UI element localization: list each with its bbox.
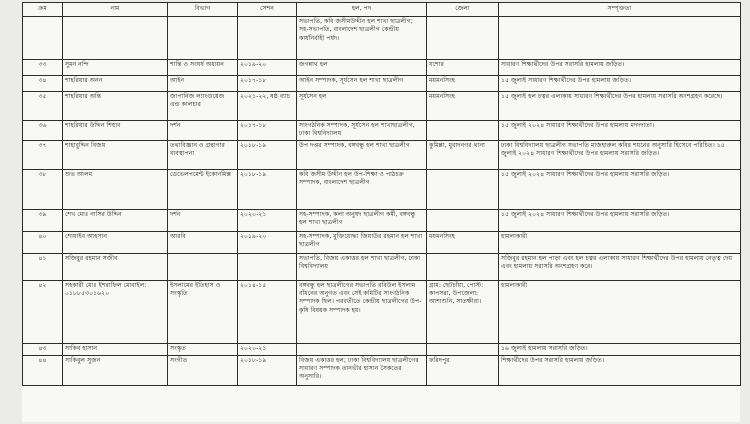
cell-serial: ৩৩: [23, 60, 63, 76]
cell-department: শান্তি ও সংঘর্ষ অধ্যয়ন: [168, 60, 238, 76]
cell-involvement: ১৬ জুলাই হামলায় সরাসরি জড়িত।: [499, 343, 741, 355]
cell-involvement: সজিবুর রহমান হল পাড়া এবং হল চত্বর এলাকায় সাধারণ শিক্ষার্থীদের উপর হামলায় নেতৃত্ব দেয় এবং হামলায় সরাসরি অংশগ্রহণ করে।: [499, 253, 741, 280]
cell-serial: ৪১: [23, 253, 63, 280]
header-row: [23, 3, 741, 17]
cell-hall-post: উপ দপ্তর সম্পাদক, বঙ্গবন্ধু হল শাখা ছাত্রলীগ: [297, 140, 427, 169]
cell-department: [168, 17, 238, 60]
cell-district: ময়মনসিংহ: [427, 231, 499, 253]
cell-session: ২০১৮-১৯: [238, 169, 297, 209]
cell-session: ২০১৯-২০: [238, 231, 297, 253]
cell-hall-post: কবি জসীম উদ্দীন হল উপ-শিক্ষা ও পাঠচক্র সম্পাদক, বাংলাদেশ ছাত্রলীগ: [297, 169, 427, 209]
table-row: [23, 253, 741, 280]
cell-serial: ৩৮: [23, 169, 63, 209]
cell-hall-post: জগন্নাথ হল: [297, 60, 427, 76]
cell-district: ফরিদপুর: [427, 355, 499, 385]
cell-name: শুভ আলম: [63, 169, 168, 209]
header-serial: ক্রম: [23, 3, 63, 17]
cell-session: ২০১৪-১৫: [238, 280, 297, 343]
cell-serial: ৩৫: [23, 92, 63, 121]
cell-hall-post: আইন সম্পাদক, সূর্যসেন হল শাখা ছাত্রলীগ: [297, 76, 427, 92]
cell-district: [427, 253, 499, 280]
cell-district: যশোর: [427, 60, 499, 76]
cell-district: [427, 343, 499, 355]
table-row: [23, 231, 741, 253]
cell-district: ময়মনসিংহ: [427, 92, 499, 121]
cell-session: ২০১৭-১৮: [238, 76, 297, 92]
cell-involvement: শিক্ষার্থীদের উপর সরাসরি হামলায় জড়িত।: [499, 355, 741, 385]
cell-serial: ৪৪: [23, 355, 63, 385]
cell-involvement: ঢাকা বিশ্ববিদ্যালয় ছাত্রলীগ সভাপতি মাজহারুল কবির শয়নের অনুসারি হিসেবে পরিচিত। ১৫ জুলাই ২০২৪ সাধারণ শিক্ষার্থীদের উপর হামলায় সরাসরি জড়িত।: [499, 140, 741, 169]
cell-serial: ৩৪: [23, 76, 63, 92]
cell-name: সুমন নন্দি: [63, 60, 168, 76]
cell-involvement: ১৫ জুলাই ২০২৪ সাধারণ শিক্ষার্থীদের উপর হামলায় মদদদাতা।: [499, 121, 741, 141]
cell-involvement: ১৫ জুলাই হল চত্বর এলাকায় সাধারণ শিক্ষার্থীদের উপর হামলায় সরাসরি অংশগ্রহণ করেছে।: [499, 92, 741, 121]
table-row: [23, 60, 741, 76]
cell-involvement: হামলাকারী: [499, 280, 741, 343]
cell-district: কুমিল্লা, মুরাদনগর থানা: [427, 140, 499, 169]
cell-department: ডেভেলপমেন্ট ইকোনমিক্স: [168, 169, 238, 209]
table-row: [23, 169, 741, 209]
cell-district: [427, 169, 499, 209]
table-row: [23, 92, 741, 121]
cell-hall-post: সহ-সম্পাদক, কলা অনুষদ ছাত্রলীগ কর্মী, বঙ্গবন্ধু হল শাখা ছাত্রলীগ: [297, 209, 427, 231]
table-row: [23, 280, 741, 343]
cell-involvement: [499, 17, 741, 60]
cell-hall-post: সভাপতি, বিজয় একাত্তর হল শাখা ছাত্রলীগ, ঢাকা বিশ্ববিদ্যালয়: [297, 253, 427, 280]
cell-involvement: ১৫ জুলাই সাধারণ শিক্ষার্থীদের উপর হামলায় জড়িত।: [499, 76, 741, 92]
table-row: [23, 355, 741, 385]
accused-list-table: [22, 2, 741, 386]
cell-session: ২০১৮-১৯: [238, 140, 297, 169]
cell-serial: ৪০: [23, 231, 63, 253]
header-session: সেশন: [238, 3, 297, 17]
cell-name: শাহরিয়ার উদ্দিন শিহাব: [63, 121, 168, 141]
cell-hall-post: বঙ্গবন্ধু হল ছাত্রলীগের সভাপতি রবিউল ইসলাম বাঁধনের অনুগত এবং সেই কমিটির সাংগঠনিক সম্পাদক ছিল। পরবর্তীতে কেন্দ্রীয় ছাত্রলীগের উপ-কৃষি বিষয়ক সম্পাদক হয়।: [297, 280, 427, 343]
table-row: [23, 76, 741, 92]
cell-district: [427, 17, 499, 60]
cell-session: ২০১৯-২০: [238, 60, 297, 76]
cell-name: সজিবুর রহমান সজীব: [63, 253, 168, 280]
cell-serial: ৪৩: [23, 343, 63, 355]
cell-department: সংগীত: [168, 355, 238, 385]
table-row-continuation: [23, 17, 741, 60]
cell-name: [63, 17, 168, 60]
cell-district: ময়মনসিংহ: [427, 76, 499, 92]
table-row: [23, 343, 741, 355]
table-row: [23, 140, 741, 169]
cell-involvement: ১৫ জুলাই ২০২৪ সাধারণ শিক্ষার্থীদের উপর হামলায় সরাসরি জড়িত।: [499, 169, 741, 209]
cell-name: সহকারী মোঃ ইশরাফিল মোবাইল: ০১৮৮৫৩০১৬২০: [63, 280, 168, 343]
header-hall-post: হল, পদ: [297, 3, 427, 17]
cell-name: সাকিব হাসান: [63, 343, 168, 355]
cell-department: সংস্কৃত: [168, 343, 238, 355]
cell-name: শাহরিয়ার অনন: [63, 76, 168, 92]
cell-session: [238, 17, 297, 60]
header-name: নাম: [63, 3, 168, 17]
cell-name: শাহরিয়ার অন্তি: [63, 92, 168, 121]
cell-session: ২০২০-২১: [238, 343, 297, 355]
table-row: [23, 121, 741, 141]
cell-department: আরবি: [168, 231, 238, 253]
cell-department: ইসলামের ইতিহাস ও সংস্কৃতি: [168, 280, 238, 343]
cell-serial: ৩৭: [23, 140, 63, 169]
table-row: [23, 209, 741, 231]
cell-session: [238, 253, 297, 280]
cell-name: শোয়াইব আহসান: [63, 231, 168, 253]
cell-serial: ৪২: [23, 280, 63, 343]
cell-serial: ৩৯: [23, 209, 63, 231]
cell-serial: [23, 17, 63, 60]
document-page: [22, 2, 740, 422]
cell-session: ২০২১-২২, ষষ্ঠ ব্যাচ: [238, 92, 297, 121]
cell-session: ২০২০-২১: [238, 209, 297, 231]
cell-name: শাহাবুদ্দিন বিজয়: [63, 140, 168, 169]
cell-department: আইন: [168, 76, 238, 92]
cell-department: তথ্যবিজ্ঞান ও গ্রন্থাগার ব্যবস্থাপনা: [168, 140, 238, 169]
cell-name: সাকিবুল সুজন: [63, 355, 168, 385]
cell-name: শেখ মোঃ নাসির উদ্দিন: [63, 209, 168, 231]
cell-hall-post: সভাপতি, কবি জসীমউদ্দীন হল শাখা ছাত্রলীগ; সহ-সভাপতি, বাংলাদেশ ছাত্রলীগ কেন্দ্রীয় কার্যনির্বাহী পর্ষদ।: [297, 17, 427, 60]
cell-district: [427, 209, 499, 231]
cell-department: দর্শন: [168, 121, 238, 141]
header-involvement: সম্পৃক্ততা: [499, 3, 741, 17]
cell-serial: ৩৬: [23, 121, 63, 141]
cell-department: [168, 253, 238, 280]
cell-department: জাপানিজ ল্যাংগুয়েজ এন্ড কালচার: [168, 92, 238, 121]
cell-hall-post: সূর্যসেন হল: [297, 92, 427, 121]
cell-district: গ্রাম: ছেটচাঁয়া, পোস্ট: কাপসরা, উপজেলা: আশাশুনি, সাতক্ষীরা।: [427, 280, 499, 343]
cell-hall-post: সহ-সম্পাদক, মুক্তিযোদ্ধা জিয়াউর রহমান হল শাখা ছাত্রলীগ: [297, 231, 427, 253]
cell-hall-post: [297, 343, 427, 355]
cell-session: ২০১৮-১৯: [238, 355, 297, 385]
cell-district: [427, 121, 499, 141]
cell-involvement: সাধারণ শিক্ষার্থীদের উপর সরাসরি হামলায় জড়িত।: [499, 60, 741, 76]
header-department: বিভাগ: [168, 3, 238, 17]
header-district: জেলা: [427, 3, 499, 17]
cell-involvement: হামলাকারী: [499, 231, 741, 253]
cell-involvement: ১৫ জুলাই ২০২৪ সাধারণ শিক্ষার্থীদের উপর হামলায় সরাসরি জড়িত।: [499, 209, 741, 231]
cell-hall-post: বিজয় একাত্তর হল; ঢাকা বিশ্ববিদ্যালয় ছাত্রলীগের সাধারণ সম্পাদক তানভীর হাসান সৈকতের অনুসারি।: [297, 355, 427, 385]
cell-session: ২০১৭-১৮: [238, 121, 297, 141]
cell-hall-post: সাংগঠনিক সম্পাদক, সূর্যসেন হল শাখাছাত্রলীগ, ঢাকা বিশ্ববিদ্যালয়: [297, 121, 427, 141]
cell-department: দর্শন: [168, 209, 238, 231]
